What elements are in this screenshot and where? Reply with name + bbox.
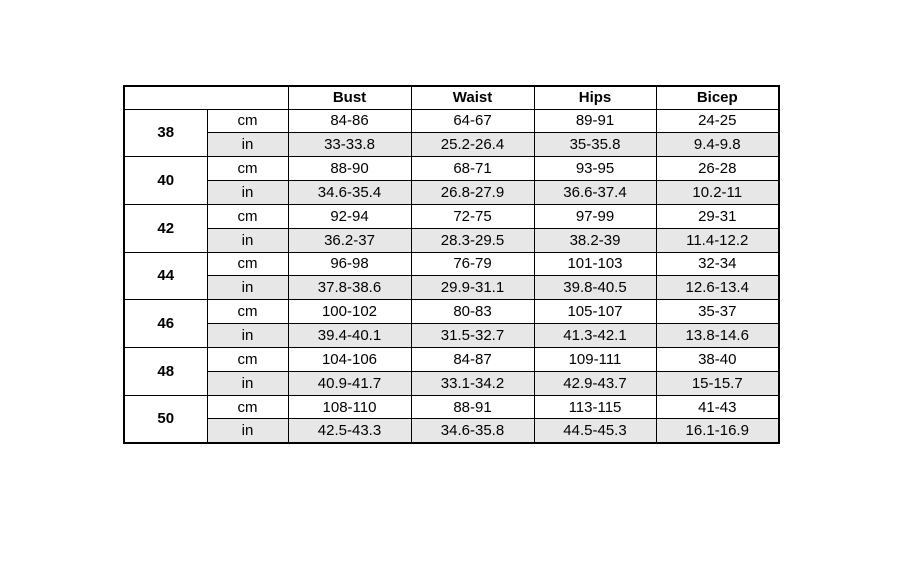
value-cell: 72-75 [411,204,534,228]
value-cell: 29-31 [656,204,779,228]
value-cell: 12.6-13.4 [656,276,779,300]
value-cell: 88-90 [288,157,411,181]
table-row [124,133,779,157]
value-cell: 28.3-29.5 [411,228,534,252]
table-row [124,395,779,419]
value-cell: 97-99 [534,204,656,228]
value-cell: 10.2-11 [656,181,779,205]
value-cell: 42.5-43.3 [288,419,411,443]
value-cell: 15-15.7 [656,371,779,395]
value-cell: 26.8-27.9 [411,181,534,205]
size-cell: 40 [124,157,207,205]
table-row [124,109,779,133]
value-cell: 35-37 [656,300,779,324]
value-cell: 42.9-43.7 [534,371,656,395]
value-cell: 41-43 [656,395,779,419]
value-cell: 88-91 [411,395,534,419]
table-row [124,252,779,276]
value-cell: 105-107 [534,300,656,324]
value-cell: 13.8-14.6 [656,324,779,348]
unit-cell: in [207,228,288,252]
value-cell: 34.6-35.8 [411,419,534,443]
unit-cell: cm [207,300,288,324]
value-cell: 44.5-45.3 [534,419,656,443]
header-row [124,86,779,109]
column-header-hips: Hips [534,86,656,109]
value-cell: 38.2-39 [534,228,656,252]
value-cell: 33.1-34.2 [411,371,534,395]
table-row [124,157,779,181]
value-cell: 34.6-35.4 [288,181,411,205]
value-cell: 37.8-38.6 [288,276,411,300]
table-row [124,347,779,371]
value-cell: 80-83 [411,300,534,324]
table-row [124,371,779,395]
table-row [124,419,779,443]
value-cell: 39.8-40.5 [534,276,656,300]
value-cell: 92-94 [288,204,411,228]
unit-cell: cm [207,395,288,419]
value-cell: 84-87 [411,347,534,371]
corner-cell [124,86,288,109]
value-cell: 32-34 [656,252,779,276]
unit-cell: cm [207,347,288,371]
unit-cell: cm [207,252,288,276]
value-cell: 64-67 [411,109,534,133]
value-cell: 96-98 [288,252,411,276]
size-cell: 42 [124,204,207,252]
size-chart-table [123,85,780,444]
value-cell: 16.1-16.9 [656,419,779,443]
value-cell: 100-102 [288,300,411,324]
table-row [124,324,779,348]
value-cell: 101-103 [534,252,656,276]
value-cell: 89-91 [534,109,656,133]
value-cell: 40.9-41.7 [288,371,411,395]
value-cell: 11.4-12.2 [656,228,779,252]
value-cell: 26-28 [656,157,779,181]
unit-cell: in [207,133,288,157]
table-row [124,181,779,205]
value-cell: 38-40 [656,347,779,371]
value-cell: 68-71 [411,157,534,181]
value-cell: 36.6-37.4 [534,181,656,205]
table-row [124,300,779,324]
value-cell: 109-111 [534,347,656,371]
value-cell: 41.3-42.1 [534,324,656,348]
value-cell: 29.9-31.1 [411,276,534,300]
unit-cell: in [207,324,288,348]
unit-cell: in [207,419,288,443]
unit-cell: in [207,181,288,205]
value-cell: 24-25 [656,109,779,133]
value-cell: 93-95 [534,157,656,181]
value-cell: 9.4-9.8 [656,133,779,157]
value-cell: 108-110 [288,395,411,419]
value-cell: 33-33.8 [288,133,411,157]
column-header-waist: Waist [411,86,534,109]
unit-cell: cm [207,157,288,181]
size-cell: 48 [124,347,207,395]
value-cell: 36.2-37 [288,228,411,252]
value-cell: 76-79 [411,252,534,276]
size-cell: 44 [124,252,207,300]
value-cell: 31.5-32.7 [411,324,534,348]
value-cell: 113-115 [534,395,656,419]
value-cell: 35-35.8 [534,133,656,157]
size-cell: 50 [124,395,207,443]
value-cell: 104-106 [288,347,411,371]
unit-cell: in [207,371,288,395]
size-cell: 38 [124,109,207,157]
column-header-bust: Bust [288,86,411,109]
unit-cell: cm [207,204,288,228]
table-row [124,276,779,300]
table-row [124,228,779,252]
size-cell: 46 [124,300,207,348]
column-header-bicep: Bicep [656,86,779,109]
unit-cell: in [207,276,288,300]
table-row [124,204,779,228]
unit-cell: cm [207,109,288,133]
value-cell: 84-86 [288,109,411,133]
value-cell: 25.2-26.4 [411,133,534,157]
value-cell: 39.4-40.1 [288,324,411,348]
